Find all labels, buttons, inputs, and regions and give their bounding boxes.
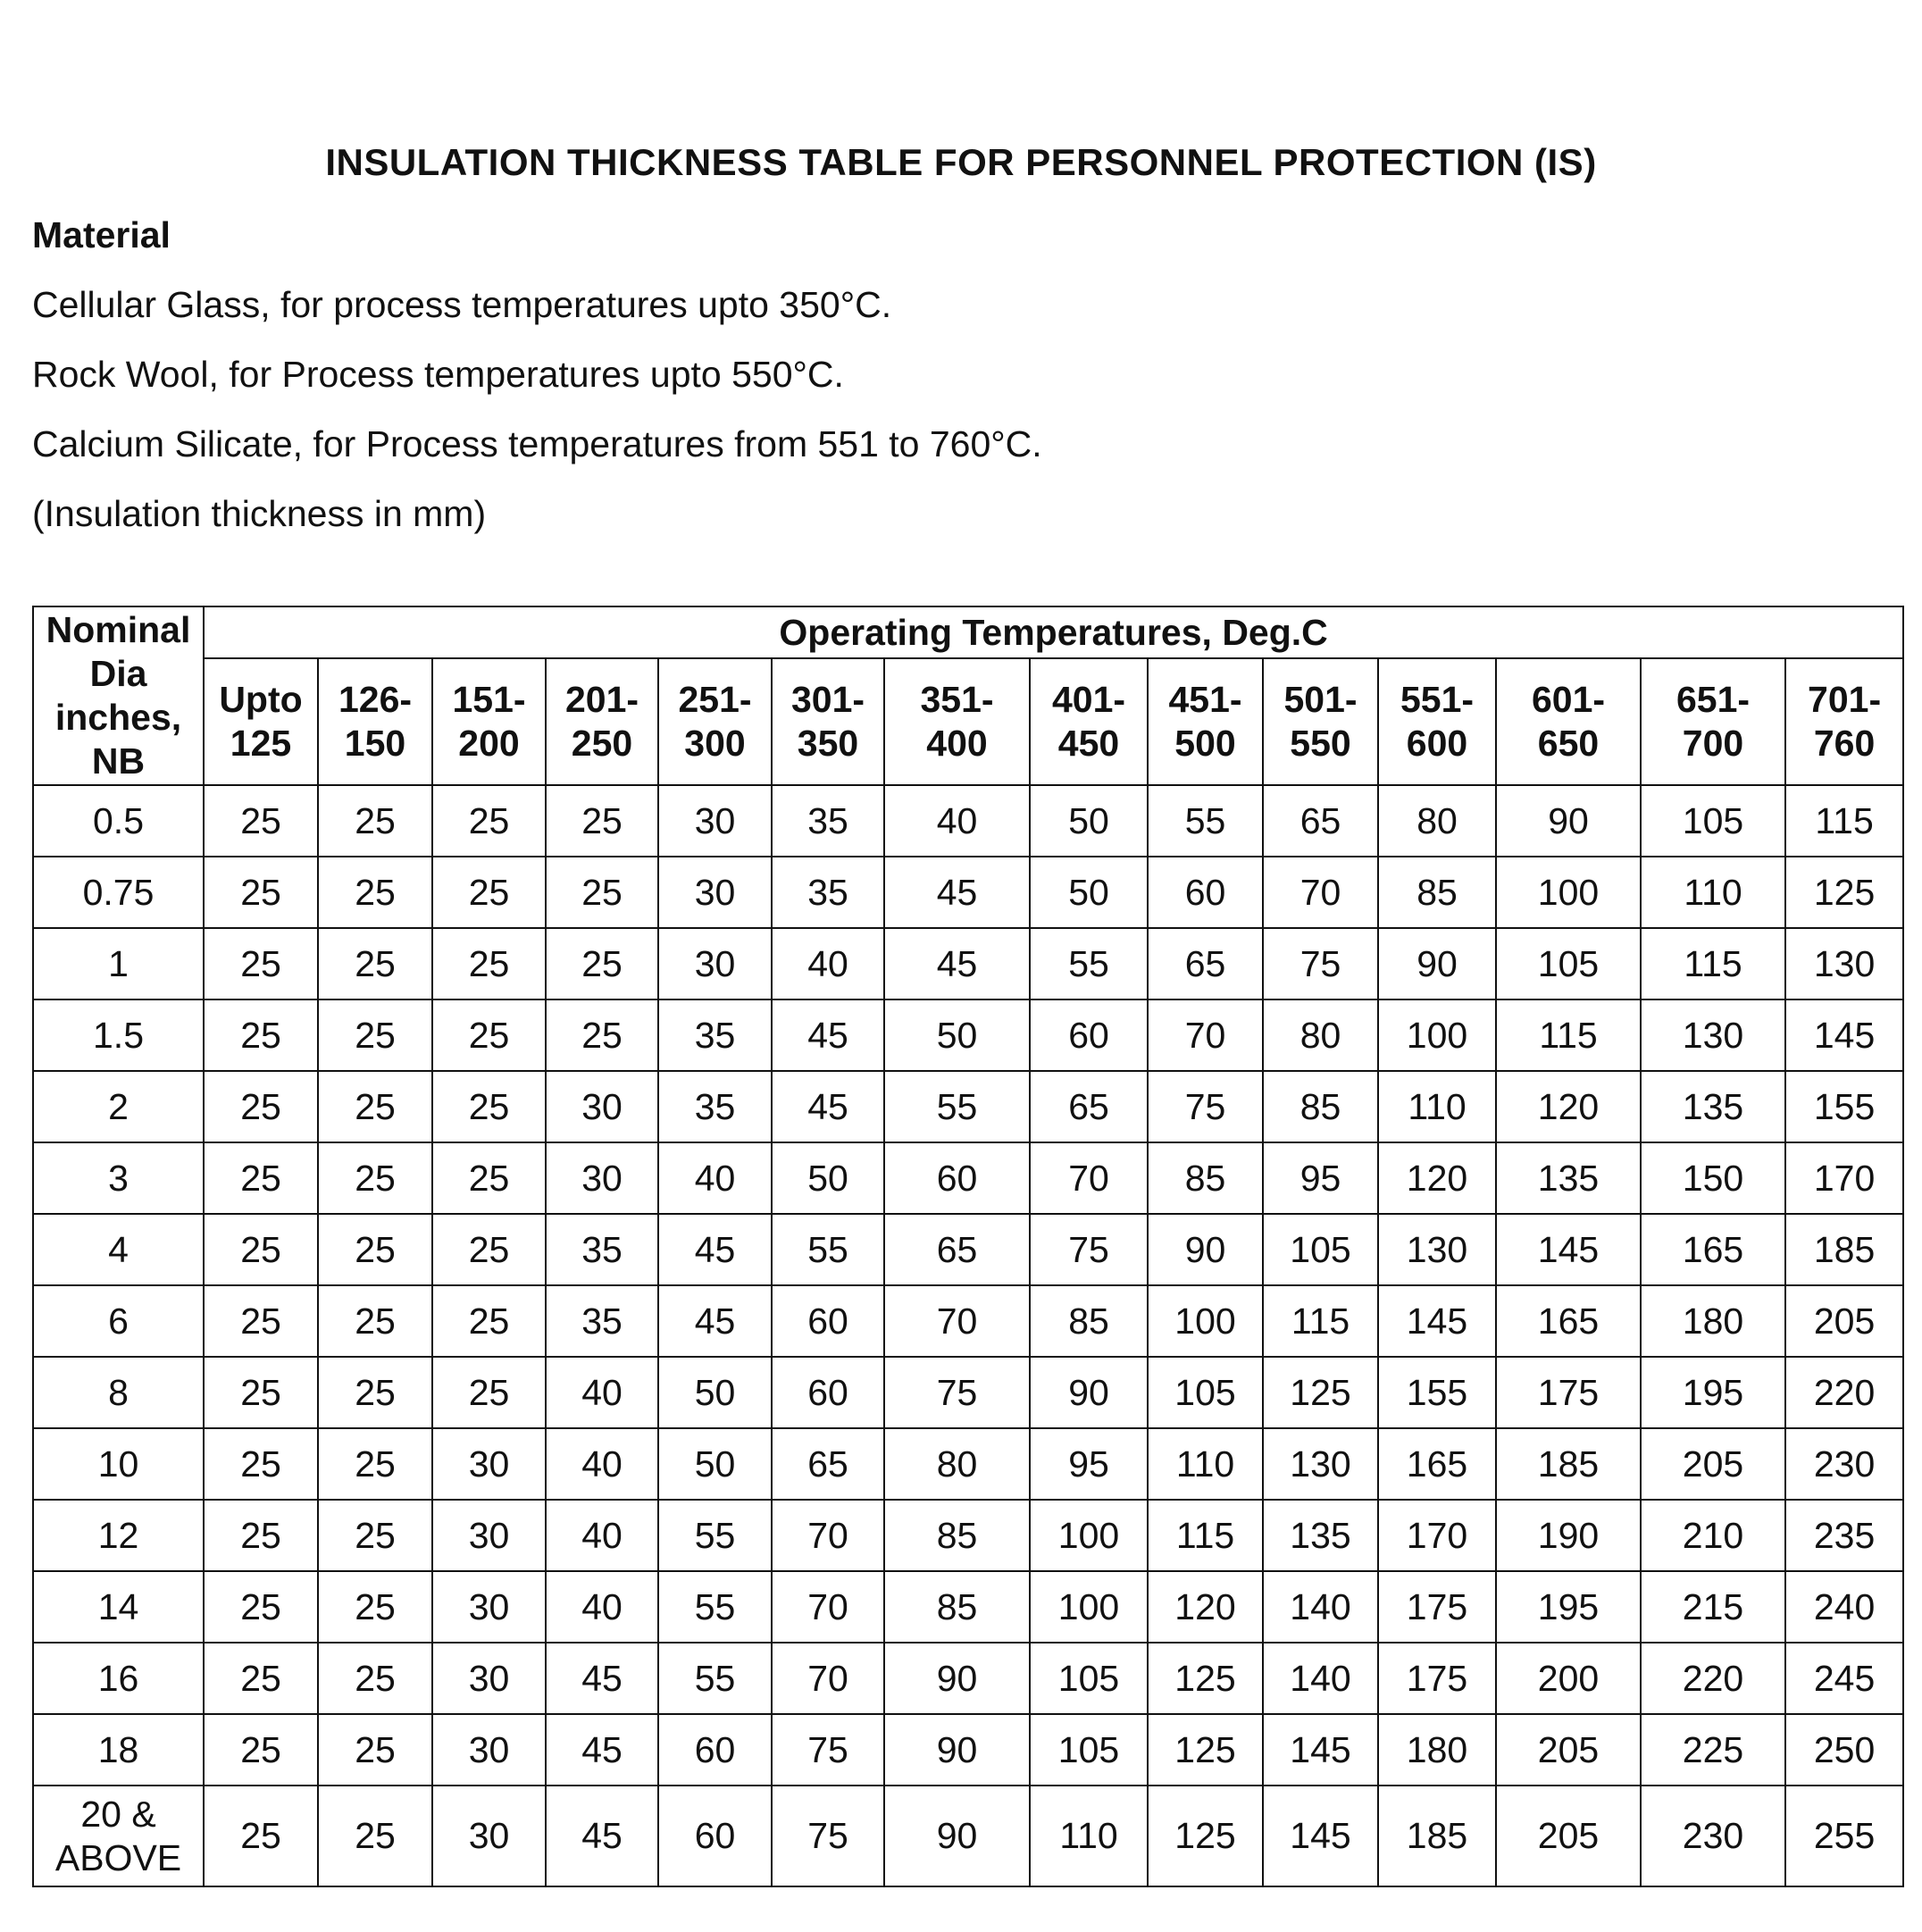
thickness-cell: 65 [884,1214,1030,1285]
thickness-cell: 220 [1785,1357,1903,1428]
thickness-cell: 75 [1030,1214,1148,1285]
thickness-cell: 145 [1785,999,1903,1071]
thickness-cell: 25 [318,785,432,857]
thickness-cell: 55 [884,1071,1030,1142]
thickness-cell: 45 [884,857,1030,928]
thickness-cell: 35 [772,785,884,857]
thickness-cell: 25 [204,1357,318,1428]
thickness-cell: 110 [1030,1786,1148,1886]
thickness-cell: 25 [318,857,432,928]
thickness-cell: 230 [1641,1786,1785,1886]
thickness-cell: 175 [1378,1643,1496,1714]
insulation-thickness-table [32,606,1904,1887]
thickness-cell: 65 [1148,928,1263,999]
thickness-cell: 25 [318,1142,432,1214]
thickness-cell: 60 [658,1714,772,1786]
thickness-cell: 30 [432,1500,546,1571]
thickness-cell: 75 [772,1786,884,1886]
thickness-cell: 25 [204,785,318,857]
thickness-cell: 35 [546,1214,658,1285]
thickness-cell: 130 [1378,1214,1496,1285]
thickness-cell: 115 [1496,999,1641,1071]
thickness-cell: 45 [884,928,1030,999]
thickness-cell: 90 [1378,928,1496,999]
thickness-cell: 135 [1496,1142,1641,1214]
thickness-cell: 40 [884,785,1030,857]
thickness-cell: 40 [546,1357,658,1428]
thickness-cell: 115 [1148,1500,1263,1571]
nominal-dia-cell: 0.75 [33,857,204,928]
table-row [33,1285,1903,1357]
thickness-cell: 25 [204,1786,318,1886]
material-line-cellular-glass: Cellular Glass, for process temperatures upto 350°C. [32,284,892,325]
thickness-cell: 70 [772,1571,884,1643]
thickness-cell: 70 [772,1643,884,1714]
thickness-cell: 25 [318,1071,432,1142]
thickness-cell: 60 [1030,999,1148,1071]
thickness-cell: 45 [546,1643,658,1714]
thickness-cell: 70 [1030,1142,1148,1214]
thickness-cell: 205 [1496,1786,1641,1886]
thickness-cell: 60 [658,1786,772,1886]
table-row [33,785,1903,857]
thickness-cell: 60 [772,1357,884,1428]
thickness-cell: 80 [884,1428,1030,1500]
thickness-cell: 90 [884,1714,1030,1786]
thickness-cell: 25 [204,1428,318,1500]
table-row [33,1071,1903,1142]
nominal-dia-cell: 1.5 [33,999,204,1071]
thickness-cell: 30 [432,1428,546,1500]
thickness-cell: 25 [546,928,658,999]
thickness-cell: 125 [1785,857,1903,928]
thickness-cell: 215 [1641,1571,1785,1643]
thickness-cell: 40 [658,1142,772,1214]
thickness-cell: 75 [772,1714,884,1786]
thickness-cell: 55 [1030,928,1148,999]
temp-range-header: 601- 650 [1496,658,1641,785]
thickness-cell: 235 [1785,1500,1903,1571]
thickness-cell: 40 [546,1571,658,1643]
thickness-cell: 40 [772,928,884,999]
thickness-cell: 25 [546,785,658,857]
thickness-cell: 35 [546,1285,658,1357]
thickness-cell: 50 [658,1428,772,1500]
thickness-cell: 105 [1030,1714,1148,1786]
thickness-cell: 45 [658,1214,772,1285]
thickness-cell: 255 [1785,1786,1903,1886]
nominal-dia-header: Nominal Dia inches, NB [33,606,204,785]
page-title: INSULATION THICKNESS TABLE FOR PERSONNEL PROTECTION (IS) [325,141,1597,183]
thickness-cell: 185 [1496,1428,1641,1500]
thickness-cell: 135 [1641,1071,1785,1142]
thickness-cell: 25 [432,1071,546,1142]
thickness-cell: 30 [432,1786,546,1886]
temp-range-header: 201- 250 [546,658,658,785]
thickness-cell: 35 [658,999,772,1071]
thickness-cell: 175 [1496,1357,1641,1428]
thickness-cell: 45 [658,1285,772,1357]
thickness-cell: 185 [1785,1214,1903,1285]
table-row [33,1214,1903,1285]
nominal-dia-cell: 14 [33,1571,204,1643]
thickness-cell: 145 [1263,1714,1378,1786]
thickness-cell: 30 [432,1714,546,1786]
table-row [33,1142,1903,1214]
thickness-cell: 25 [204,1714,318,1786]
thickness-cell: 25 [204,1071,318,1142]
thickness-cell: 250 [1785,1714,1903,1786]
thickness-cell: 155 [1785,1071,1903,1142]
temp-range-header: 401- 450 [1030,658,1148,785]
thickness-cell: 195 [1496,1571,1641,1643]
thickness-cell: 25 [432,857,546,928]
thickness-cell: 130 [1263,1428,1378,1500]
nominal-dia-cell: 2 [33,1071,204,1142]
thickness-cell: 140 [1263,1643,1378,1714]
thickness-cell: 145 [1496,1214,1641,1285]
thickness-cell: 45 [546,1786,658,1886]
thickness-cell: 25 [204,1142,318,1214]
thickness-cell: 230 [1785,1428,1903,1500]
thickness-cell: 25 [204,1285,318,1357]
thickness-cell: 120 [1148,1571,1263,1643]
thickness-cell: 35 [658,1071,772,1142]
thickness-cell: 75 [1148,1071,1263,1142]
thickness-cell: 245 [1785,1643,1903,1714]
temp-range-header: 701- 760 [1785,658,1903,785]
thickness-cell: 55 [772,1214,884,1285]
thickness-cell: 165 [1378,1428,1496,1500]
thickness-cell: 25 [204,928,318,999]
thickness-cell: 75 [884,1357,1030,1428]
nominal-dia-cell: 1 [33,928,204,999]
thickness-cell: 85 [1030,1285,1148,1357]
thickness-cell: 25 [318,1285,432,1357]
material-line-calcium-silicate: Calcium Silicate, for Process temperatures from 551 to 760°C. [32,423,1042,464]
thickness-cell: 55 [658,1571,772,1643]
thickness-cell: 115 [1785,785,1903,857]
table-row [33,1786,1903,1886]
thickness-cell: 205 [1496,1714,1641,1786]
operating-temperatures-header: Operating Temperatures, Deg.C [204,606,1903,658]
thickness-cell: 105 [1641,785,1785,857]
thickness-cell: 45 [546,1714,658,1786]
thickness-cell: 170 [1785,1142,1903,1214]
thickness-cell: 25 [204,1214,318,1285]
thickness-cell: 105 [1263,1214,1378,1285]
thickness-cell: 25 [318,999,432,1071]
temp-range-header: 451- 500 [1148,658,1263,785]
thickness-cell: 55 [658,1643,772,1714]
thickness-cell: 85 [884,1500,1030,1571]
table-row [33,1571,1903,1643]
thickness-cell: 55 [658,1500,772,1571]
thickness-cell: 25 [432,1142,546,1214]
thickness-cell: 50 [772,1142,884,1214]
nominal-dia-cell: 3 [33,1142,204,1214]
nominal-dia-cell: 12 [33,1500,204,1571]
nominal-dia-cell: 10 [33,1428,204,1500]
thickness-cell: 130 [1641,999,1785,1071]
thickness-cell: 25 [318,1571,432,1643]
thickness-cell: 25 [318,1500,432,1571]
thickness-cell: 210 [1641,1500,1785,1571]
thickness-cell: 125 [1148,1714,1263,1786]
thickness-cell: 50 [1030,785,1148,857]
thickness-cell: 25 [432,999,546,1071]
thickness-cell: 105 [1030,1643,1148,1714]
thickness-cell: 85 [1263,1071,1378,1142]
temp-range-header: 301- 350 [772,658,884,785]
header-row-ranges [33,658,1903,785]
temp-range-header: 251- 300 [658,658,772,785]
thickness-cell: 80 [1263,999,1378,1071]
thickness-cell: 165 [1641,1214,1785,1285]
thickness-cell: 55 [1148,785,1263,857]
thickness-cell: 155 [1378,1357,1496,1428]
thickness-cell: 50 [1030,857,1148,928]
thickness-cell: 110 [1378,1071,1496,1142]
material-heading: Material [32,214,171,255]
thickness-cell: 100 [1378,999,1496,1071]
thickness-cell: 105 [1148,1357,1263,1428]
thickness-cell: 30 [432,1571,546,1643]
thickness-cell: 25 [318,1357,432,1428]
thickness-cell: 150 [1641,1142,1785,1214]
thickness-cell: 45 [772,999,884,1071]
thickness-cell: 25 [318,928,432,999]
nominal-dia-cell: 20 & ABOVE [33,1786,204,1886]
thickness-cell: 25 [432,1214,546,1285]
temp-range-header: 351- 400 [884,658,1030,785]
temp-range-header: 151- 200 [432,658,546,785]
thickness-cell: 190 [1496,1500,1641,1571]
nominal-dia-cell: 0.5 [33,785,204,857]
thickness-cell: 25 [204,1643,318,1714]
thickness-cell: 25 [204,857,318,928]
thickness-cell: 30 [546,1071,658,1142]
thickness-cell: 125 [1263,1357,1378,1428]
thickness-cell: 90 [1030,1357,1148,1428]
thickness-cell: 50 [884,999,1030,1071]
table-body [33,785,1903,1886]
thickness-cell: 100 [1496,857,1641,928]
thickness-cell: 25 [204,1500,318,1571]
thickness-cell: 225 [1641,1714,1785,1786]
table-row [33,999,1903,1071]
thickness-cell: 35 [772,857,884,928]
thickness-cell: 30 [658,928,772,999]
thickness-cell: 40 [546,1500,658,1571]
thickness-cell: 220 [1641,1643,1785,1714]
thickness-cell: 105 [1496,928,1641,999]
thickness-cell: 30 [432,1643,546,1714]
thickness-cell: 90 [1148,1214,1263,1285]
thickness-cell: 200 [1496,1643,1641,1714]
thickness-unit-note: (Insulation thickness in mm) [32,493,487,534]
thickness-cell: 180 [1641,1285,1785,1357]
table-row [33,1643,1903,1714]
thickness-cell: 30 [658,785,772,857]
thickness-cell: 180 [1378,1714,1496,1786]
thickness-cell: 165 [1496,1285,1641,1357]
thickness-cell: 85 [1378,857,1496,928]
thickness-cell: 25 [204,1571,318,1643]
thickness-cell: 70 [1148,999,1263,1071]
thickness-cell: 70 [884,1285,1030,1357]
table-row [33,1428,1903,1500]
thickness-cell: 90 [884,1643,1030,1714]
thickness-cell: 70 [1263,857,1378,928]
nominal-dia-cell: 8 [33,1357,204,1428]
thickness-cell: 60 [1148,857,1263,928]
thickness-cell: 25 [318,1714,432,1786]
thickness-cell: 65 [772,1428,884,1500]
thickness-cell: 240 [1785,1571,1903,1643]
thickness-cell: 25 [318,1214,432,1285]
thickness-cell: 110 [1148,1428,1263,1500]
thickness-cell: 30 [658,857,772,928]
thickness-cell: 25 [432,1285,546,1357]
thickness-cell: 25 [432,785,546,857]
thickness-cell: 25 [204,999,318,1071]
thickness-cell: 25 [318,1643,432,1714]
thickness-cell: 45 [772,1071,884,1142]
thickness-cell: 125 [1148,1786,1263,1886]
thickness-cell: 85 [1148,1142,1263,1214]
thickness-cell: 110 [1641,857,1785,928]
thickness-cell: 195 [1641,1357,1785,1428]
thickness-cell: 65 [1030,1071,1148,1142]
header-row-group [33,606,1903,658]
thickness-cell: 185 [1378,1786,1496,1886]
table-row [33,857,1903,928]
thickness-cell: 130 [1785,928,1903,999]
thickness-cell: 145 [1263,1786,1378,1886]
thickness-cell: 70 [772,1500,884,1571]
thickness-cell: 60 [772,1285,884,1357]
thickness-cell: 90 [884,1786,1030,1886]
thickness-cell: 95 [1263,1142,1378,1214]
thickness-cell: 60 [884,1142,1030,1214]
nominal-dia-cell: 6 [33,1285,204,1357]
thickness-cell: 95 [1030,1428,1148,1500]
thickness-cell: 25 [546,999,658,1071]
thickness-cell: 145 [1378,1285,1496,1357]
thickness-cell: 125 [1148,1643,1263,1714]
thickness-cell: 90 [1496,785,1641,857]
material-line-rock-wool: Rock Wool, for Process temperatures upto 550°C. [32,354,844,395]
thickness-cell: 25 [318,1428,432,1500]
temp-range-header: 126- 150 [318,658,432,785]
thickness-cell: 140 [1263,1571,1378,1643]
thickness-cell: 205 [1785,1285,1903,1357]
thickness-cell: 65 [1263,785,1378,857]
temp-range-header: Upto 125 [204,658,318,785]
temp-range-header: 501- 550 [1263,658,1378,785]
nominal-dia-cell: 18 [33,1714,204,1786]
material-intro [32,213,1042,561]
thickness-cell: 120 [1378,1142,1496,1214]
thickness-cell: 115 [1263,1285,1378,1357]
temp-range-header: 651- 700 [1641,658,1785,785]
thickness-cell: 30 [546,1142,658,1214]
thickness-cell: 85 [884,1571,1030,1643]
table-row [33,928,1903,999]
thickness-cell: 25 [432,928,546,999]
thickness-cell: 115 [1641,928,1785,999]
thickness-cell: 25 [546,857,658,928]
table-row [33,1500,1903,1571]
thickness-cell: 40 [546,1428,658,1500]
thickness-cell: 50 [658,1357,772,1428]
thickness-cell: 100 [1030,1571,1148,1643]
thickness-cell: 135 [1263,1500,1378,1571]
thickness-cell: 170 [1378,1500,1496,1571]
thickness-cell: 80 [1378,785,1496,857]
thickness-cell: 25 [318,1786,432,1886]
temp-range-header: 551- 600 [1378,658,1496,785]
thickness-cell: 120 [1496,1071,1641,1142]
nominal-dia-cell: 16 [33,1643,204,1714]
table-row [33,1714,1903,1786]
nominal-dia-cell: 4 [33,1214,204,1285]
thickness-cell: 100 [1030,1500,1148,1571]
table-row [33,1357,1903,1428]
thickness-cell: 205 [1641,1428,1785,1500]
thickness-cell: 75 [1263,928,1378,999]
thickness-cell: 25 [432,1357,546,1428]
thickness-cell: 175 [1378,1571,1496,1643]
thickness-cell: 100 [1148,1285,1263,1357]
